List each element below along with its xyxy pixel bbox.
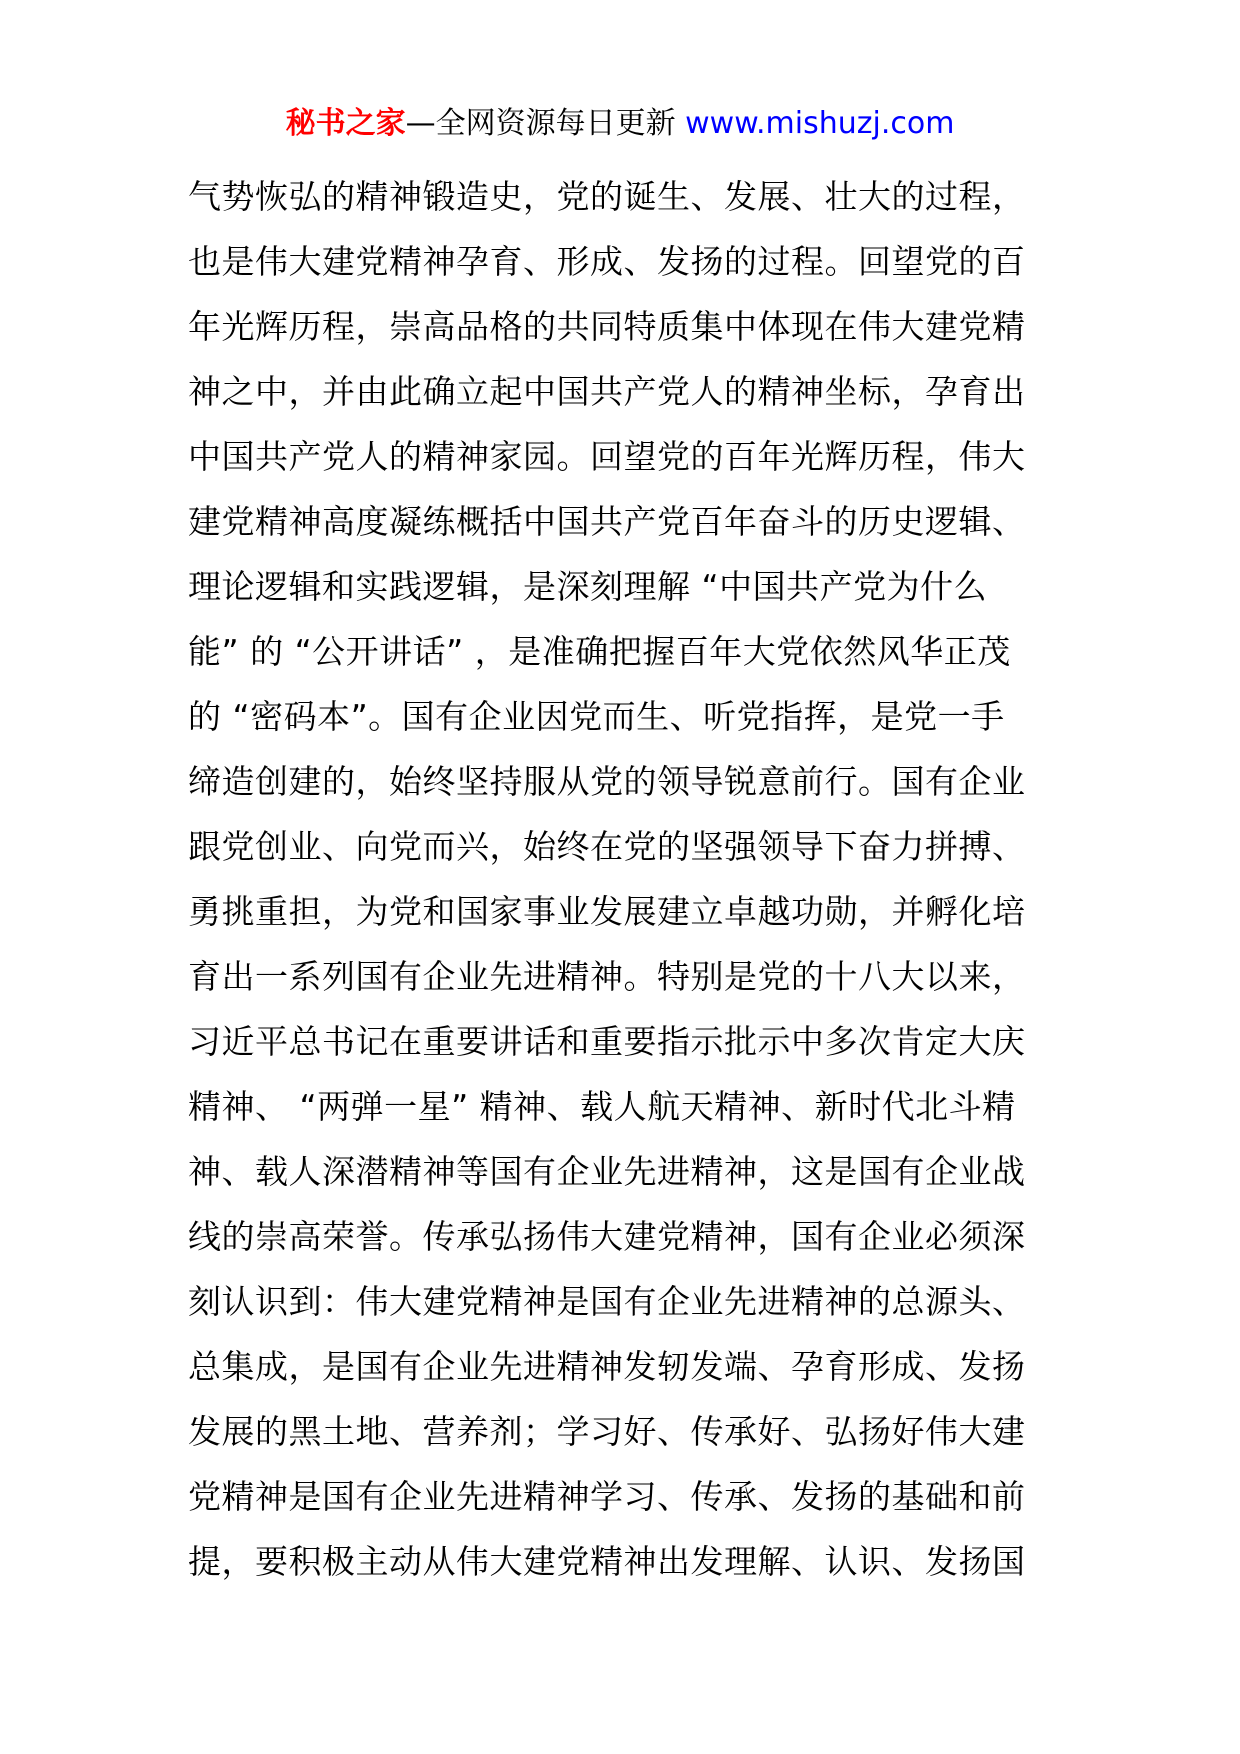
text-line: 缔造创建的，始终坚持服从党的领导锐意前行。国有企业 <box>188 762 1026 801</box>
text-line: 也是伟大建党精神孕育、形成、发扬的过程。回望党的百 <box>188 242 1026 281</box>
text-line: 勇挑重担，为党和国家事业发展建立卓越功勋，并孵化培 <box>188 892 1026 931</box>
header-tagline: —全网资源每日更新 <box>405 106 686 141</box>
text-line: 中国共产党人的精神家园。回望党的百年光辉历程，伟大 <box>188 437 1026 476</box>
text-line: 习近平总书记在重要讲话和重要指示批示中多次肯定大庆 <box>188 1022 1026 1061</box>
website-link[interactable]: www.mishuzj.com <box>685 106 955 141</box>
text-line: 建党精神高度凝练概括中国共产党百年奋斗的历史逻辑、 <box>188 502 1026 541</box>
text-line: 总集成，是国有企业先进精神发轫发端、孕育形成、发扬 <box>188 1347 1026 1386</box>
text-line: 理论逻辑和实践逻辑，是深刻理解 “中国共产党为什么 <box>188 567 988 606</box>
text-line: 神之中，并由此确立起中国共产党人的精神坐标，孕育出 <box>188 372 1026 411</box>
text-line: 能” 的 “公开讲话” ，是准确把握百年大党依然风华正茂 <box>188 632 1011 671</box>
text-line: 年光辉历程，崇高品格的共同特质集中体现在伟大建党精 <box>188 307 1026 346</box>
text-line: 育出一系列国有企业先进精神。特别是党的十八大以来， <box>188 957 1026 996</box>
text-line: 刻认识到：伟大建党精神是国有企业先进精神的总源头、 <box>188 1282 1026 1321</box>
text-line: 发展的黑土地、营养剂；学习好、传承好、弘扬好伟大建 <box>188 1412 1026 1451</box>
text-line: 跟党创业、向党而兴，始终在党的坚强领导下奋力拼搏、 <box>188 827 1026 866</box>
text-line: 神、载人深潜精神等国有企业先进精神，这是国有企业战 <box>188 1152 1026 1191</box>
brand-name: 秘书之家 <box>285 106 406 141</box>
text-line: 精神、 “两弹一星” 精神、载人航天精神、新时代北斗精 <box>188 1087 1016 1126</box>
text-line: 提，要积极主动从伟大建党精神出发理解、认识、发扬国 <box>188 1542 1026 1581</box>
page-header <box>0 104 1240 144</box>
text-line: 气势恢弘的精神锻造史，党的诞生、发展、壮大的过程， <box>188 177 1026 216</box>
text-line: 线的崇高荣誉。传承弘扬伟大建党精神，国有企业必须深 <box>188 1217 1026 1256</box>
text-line: 党精神是国有企业先进精神学习、传承、发扬的基础和前 <box>188 1477 1026 1516</box>
text-line: 的 “密码本”。国有企业因党而生、听党指挥，是党一手 <box>188 697 1005 736</box>
body-paragraph <box>188 164 1058 1594</box>
